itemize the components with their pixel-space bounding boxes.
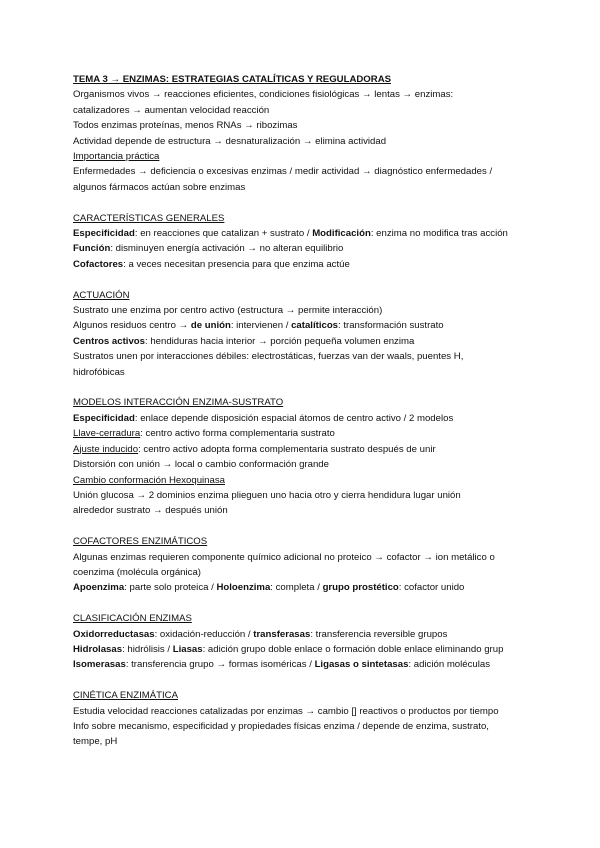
spacer <box>73 673 540 688</box>
term-text: : transformación sustrato <box>338 320 444 332</box>
term-text: : parte solo proteica / <box>124 582 217 594</box>
term-label: Ligasas o sintetasas <box>314 659 409 671</box>
text-line: Enfermedades → deficiencia o excesivas enzimas / medir actividad → diagnóstico enfermedades / <box>73 166 493 178</box>
term-text: : disminuyen energía activación → no alteran equilibrio <box>110 243 344 255</box>
term-text: : adición moléculas <box>408 659 491 671</box>
term-label: grupo prostético <box>322 582 399 594</box>
text-line <box>73 627 540 642</box>
section-heading-actuacion: ACTUACIÓN <box>73 289 130 301</box>
term-label: Función <box>73 243 111 255</box>
term-text: Algunos residuos centro → <box>73 320 191 332</box>
term-text: : enzima no modifica tras acción <box>370 228 508 240</box>
text-line: hidrofóbicas <box>73 366 125 378</box>
text-line: tempe, pH <box>73 736 118 748</box>
text-line: Sustratos unen por interacciones débiles: electrostáticas, fuerzas van der waals, puentes H, <box>73 351 464 363</box>
spacer <box>73 519 540 534</box>
section-heading-cinetica: CINÉTICA ENZIMÁTICA <box>73 690 179 702</box>
text-line: Unión glucosa → 2 dominios enzima plieguen uno hacia otro y cierra hendidura lugar unión <box>73 489 461 501</box>
term-label: Cofactores <box>73 258 124 270</box>
text-line: Sustrato une enzima por centro activo (estructura → permite interacción) <box>73 305 383 317</box>
text-line <box>73 241 540 256</box>
text-line <box>73 580 540 595</box>
text-line <box>73 411 540 426</box>
subheading-importancia: Importancia práctica <box>73 151 160 163</box>
term-label: Especificidad <box>73 228 135 240</box>
term-label: Isomerasas <box>73 659 126 671</box>
spacer <box>73 596 540 611</box>
spacer <box>73 272 540 287</box>
text-line <box>73 257 540 272</box>
term-text: : hidrólisis / <box>122 643 173 655</box>
text-line: alrededor sustrato → después unión <box>73 505 228 517</box>
term-label: catalíticos <box>291 320 339 332</box>
spacer <box>73 195 540 210</box>
term-label: transferasas <box>253 628 311 640</box>
term-label: Especificidad <box>73 412 135 424</box>
term-text: : intervienen / <box>230 320 292 332</box>
text-line: coenzima (molécula orgánica) <box>73 566 201 578</box>
term-label: Hidrolasas <box>73 643 123 655</box>
text-line <box>73 442 540 457</box>
text-line: Todos enzimas proteínas, menos RNAs → ribozimas <box>73 120 298 132</box>
section-heading-cofactores: COFACTORES ENZIMÁTICOS <box>73 536 208 548</box>
term-text: : transferencia grupo → formas isoméricas / <box>125 659 315 671</box>
term-text: : a veces necesitan presencia para que enzima actúe <box>123 258 350 270</box>
term-text: : adición grupo doble enlace o formación doble enlace eliminando grup <box>202 643 504 655</box>
term-label: de unión <box>190 320 231 332</box>
text-line: Info sobre mecanismo, especificidad y propiedades físicas enzima / depende de enzima, sustrato, <box>73 720 489 732</box>
term-text: : oxidación-reducción / <box>154 628 254 640</box>
text-line: Organismos vivos → reacciones eficientes, condiciones fisiológicas → lentas → enzimas: <box>73 89 454 101</box>
document-title: TEMA 3 → ENZIMAS: ESTRATEGIAS CATALÍTICAS Y REGULADORAS <box>73 74 392 85</box>
term-text: : centro activo adopta forma complementaria sustrato después de unir <box>138 443 436 455</box>
text-line: Actividad depende de estructura → desnaturalización → elimina actividad <box>73 135 387 147</box>
text-line <box>73 426 540 441</box>
term-text: : centro activo forma complementaria sustrato <box>140 428 335 440</box>
subheading-hexoquinasa: Cambio conformación Hexoquinasa <box>73 474 225 486</box>
term-text: : transferencia reversible grupos <box>310 628 448 640</box>
text-line <box>73 657 540 672</box>
section-heading-modelos: MODELOS INTERACCIÓN ENZIMA-SUSTRATO <box>73 397 284 409</box>
term-text: : cofactor unido <box>398 582 465 594</box>
text-line <box>73 226 540 241</box>
text-line: catalizadores → aumentan velocidad reacción <box>73 104 270 116</box>
term-label: Apoenzima <box>73 582 125 594</box>
text-line <box>73 318 540 333</box>
text-line: Distorsión con unión → local o cambio conformación grande <box>73 459 329 471</box>
section-heading-caracteristicas: CARACTERÍSTICAS GENERALES <box>73 212 225 224</box>
term-label: Centros activos <box>73 335 145 347</box>
term-text: : enlace depende disposición espacial átomos de centro activo / 2 modelos <box>134 412 454 424</box>
term-label: Ajuste inducido <box>73 443 139 455</box>
text-line: Algunas enzimas requieren componente químico adicional no proteico → cofactor → ion metálico o <box>73 551 495 563</box>
term-text: : hendiduras hacia interior → porción pequeña volumen enzima <box>144 335 415 347</box>
text-line <box>73 334 540 349</box>
term-label: Liasas <box>172 643 203 655</box>
text-line: Estudia velocidad reacciones catalizadas por enzimas → cambio [] reactivos o productos por tiempo <box>73 705 499 717</box>
section-heading-clasificacion: CLASIFICACIÓN ENZIMAS <box>73 613 192 625</box>
spacer <box>73 380 540 395</box>
term-label: Modificación <box>312 228 371 240</box>
term-text: : en reacciones que catalizan + sustrato / <box>134 228 313 240</box>
term-label: Llave-cerradura <box>73 428 141 440</box>
term-text: : completa / <box>270 582 323 594</box>
term-label: Holoenzima <box>216 582 271 594</box>
term-label: Oxidorreductasas <box>73 628 155 640</box>
text-line: algunos fármacos actúan sobre enzimas <box>73 181 246 193</box>
text-line <box>73 642 540 657</box>
